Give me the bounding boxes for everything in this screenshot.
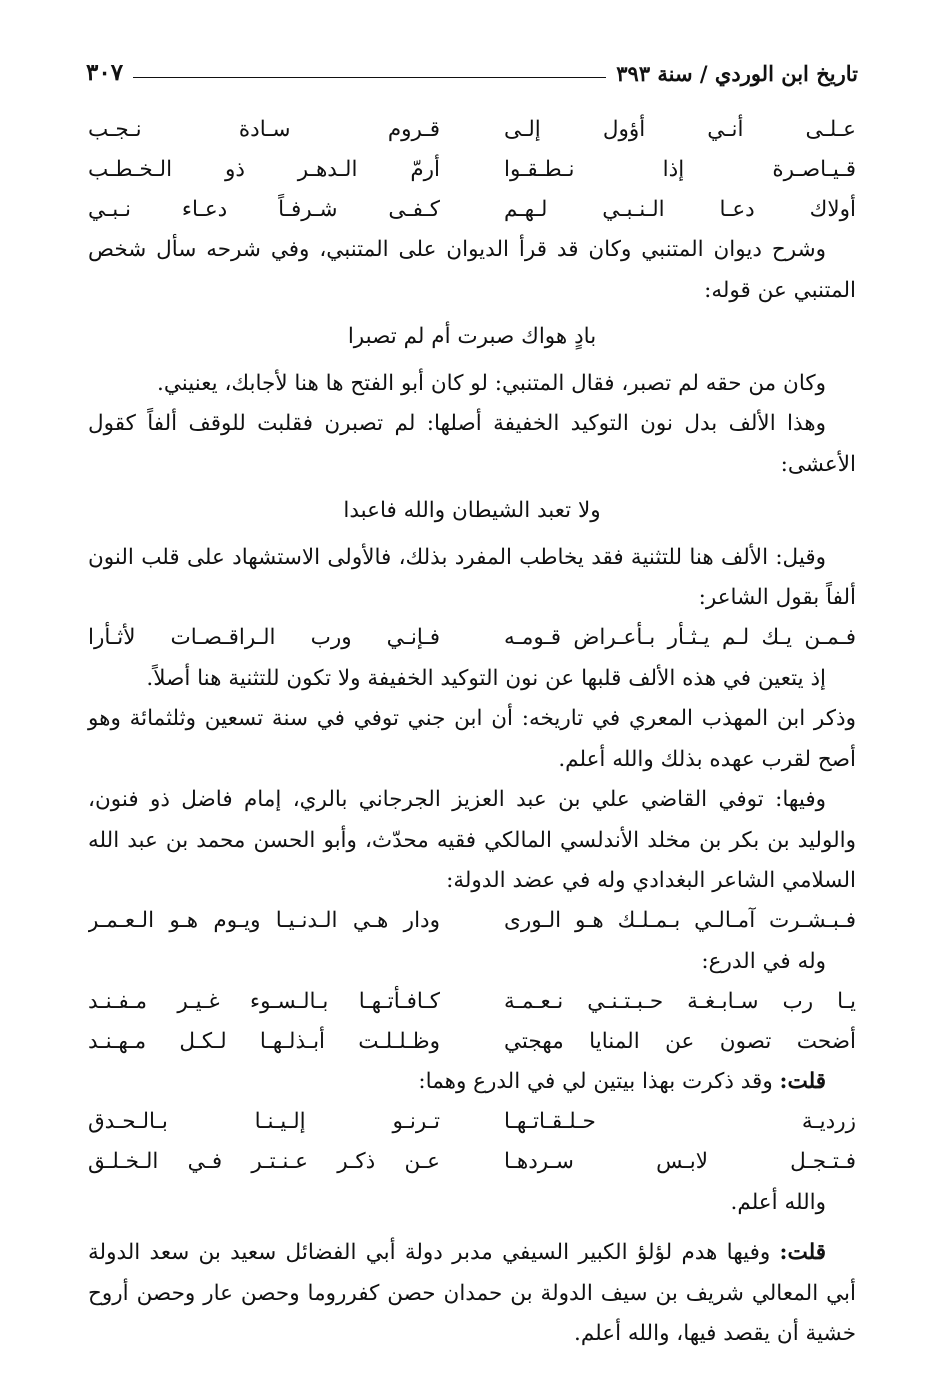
verse-second-hemistich: تـرنـو إلـيـنـا بـالـحـدق xyxy=(88,1109,440,1135)
paragraph-text: وفيها: توفي القاضي علي بن عبد العزيز الجرجاني بالري، إمام فاضل ذو فنون، والوليد بن بكر بن مخلد الأندلسي المالكي فقيه محدّث، وأبو الحسن محمد بن عبد الله السلامي الشاعر البغدادي وله في عضد الدولة: xyxy=(88,787,856,893)
poem-verse xyxy=(88,982,856,1022)
body-paragraph xyxy=(88,1183,856,1224)
body-paragraph xyxy=(88,699,856,780)
poem-verse xyxy=(88,150,856,190)
verse-first-hemistich: أضحت تصون عن المنايا مهجتي xyxy=(504,1028,856,1054)
page-number: ٣٠٧ xyxy=(86,59,124,86)
verse-first-hemistich: فـمـن يـك لـم يـثـأر بـأعـراض قـومـه xyxy=(504,625,856,651)
header-rule xyxy=(133,77,606,78)
paragraph-text: إذ يتعين في هذه الألف قلبها عن نون التوكيد الخفيفة ولا تكون للتثنية هنا أصلاً. xyxy=(146,665,826,691)
verse-first-hemistich: قـيـاصـرة إذا نـطـقـوا xyxy=(504,156,856,182)
body-paragraph xyxy=(88,659,856,700)
body-paragraph xyxy=(88,780,856,902)
paragraph-text: وكان من حقه لم تصبر، فقال المتنبي: لو كان أبو الفتح ها هنا لأجابك، يعنيني. xyxy=(157,370,826,396)
quoted-verse: بادٍ هواك صبرت أم لم تصبرا xyxy=(347,324,597,349)
poem-verse xyxy=(88,902,856,942)
verse-second-hemistich: عـن ذكـر عـنـتـر فـي الـخـلـق xyxy=(88,1149,440,1175)
verse-first-hemistich: يـا رب سـابـغـة حـبـتـنـي نـعـمـة xyxy=(504,988,856,1014)
verse-second-hemistich: ودار هـي الـدنـيـا ويـوم هـو الـعـمـر xyxy=(88,908,440,934)
paragraph-text: وله في الدرع: xyxy=(701,948,826,974)
paragraph-text: وقيل: الألف هنا للتثنية فقد يخاطب المفرد بذلك، فالأولى الاستشهاد على قلب النون ألفاً بقول الشاعر: xyxy=(88,544,856,610)
body-paragraph xyxy=(88,230,856,311)
body-paragraph xyxy=(88,942,856,983)
poem-verse xyxy=(88,1143,856,1183)
qult-marker: قلت: xyxy=(779,1069,826,1094)
quoted-verse: ولا تعبد الشيطان والله فاعبدا xyxy=(343,498,601,523)
verse-first-hemistich: عـلـى أنـي أؤول إلـى xyxy=(504,116,856,142)
verse-first-hemistich: أولاك دعـا الـنـبـي لـهـم xyxy=(504,196,856,222)
page-header xyxy=(86,46,858,86)
running-title: تاريخ ابن الوردي / سنة ٣٩٣ xyxy=(616,61,858,86)
verse-second-hemistich: كـافـأتـهـا بـالـسـوء غـيـر مـفـنـد xyxy=(88,988,440,1014)
body-paragraph xyxy=(88,1062,856,1103)
verse-second-hemistich: وظـلـلـت أبـذلـهـا لـكـل مـهـنـد xyxy=(88,1028,440,1054)
poem-verse xyxy=(88,110,856,150)
paragraph-text: والله أعلم. xyxy=(730,1189,826,1215)
poem-verse xyxy=(88,1103,856,1143)
verse-first-hemistich: فـبـشـرت آمـالـي بـمـلـك هـو الـورى xyxy=(504,908,856,934)
body-paragraph xyxy=(88,538,856,619)
verse-second-hemistich: أرمّ الـدهـر ذو الـخـطـب xyxy=(88,156,440,182)
poem-verse xyxy=(88,190,856,230)
body-paragraph xyxy=(88,1233,856,1355)
page-body xyxy=(88,110,856,1355)
verse-second-hemistich: قـروم سـادة نـجـب xyxy=(88,116,440,142)
paragraph-text: وشرح ديوان المتنبي وكان قد قرأ الديوان على المتنبي، وفي شرحه سأل شخص المتنبي عن قوله: xyxy=(88,237,856,303)
verse-first-hemistich: زرديـة حـلـقـاتـهـا xyxy=(504,1109,856,1135)
verse-second-hemistich: كـفـى شـرفـاً دعـاء نـبـي xyxy=(88,196,440,222)
paragraph-text: وفيها هدم لؤلؤ الكبير السيفي مدبر دولة أبي الفضائل سعيد بن سعد الدولة أبي المعالي شريف بن سيف الدولة بن حمدان حصن كفرروما وحصن عار وحصن أروح خشية أن يقصد فيها، والله أعلم. xyxy=(88,1240,856,1346)
paragraph-text: وهذا الألف بدل نون التوكيد الخفيفة أصلها: لم تصبرن فقلبت للوقف ألفاً كقول الأعشى: xyxy=(88,411,856,477)
paragraph-text: وذكر ابن المهذب المعري في تاريخه: أن ابن جني توفي في سنة تسعين وثلثمائة وهو أصح لقرب عهده بذلك والله أعلم. xyxy=(88,706,856,772)
qult-marker: قلت: xyxy=(779,1240,826,1265)
poem-verse xyxy=(88,1022,856,1062)
verse-second-hemistich: فـإنـي ورب الـراقـصـات لأثـأرا xyxy=(88,625,440,651)
paragraph-text: وقد ذكرت بهذا بيتين لي في الدرع وهما: xyxy=(418,1069,780,1094)
poem-verse xyxy=(88,619,856,659)
verse-first-hemistich: فـتـجـل لابـس سـردهـا xyxy=(504,1149,856,1175)
body-paragraph xyxy=(88,364,856,405)
body-paragraph xyxy=(88,404,856,485)
